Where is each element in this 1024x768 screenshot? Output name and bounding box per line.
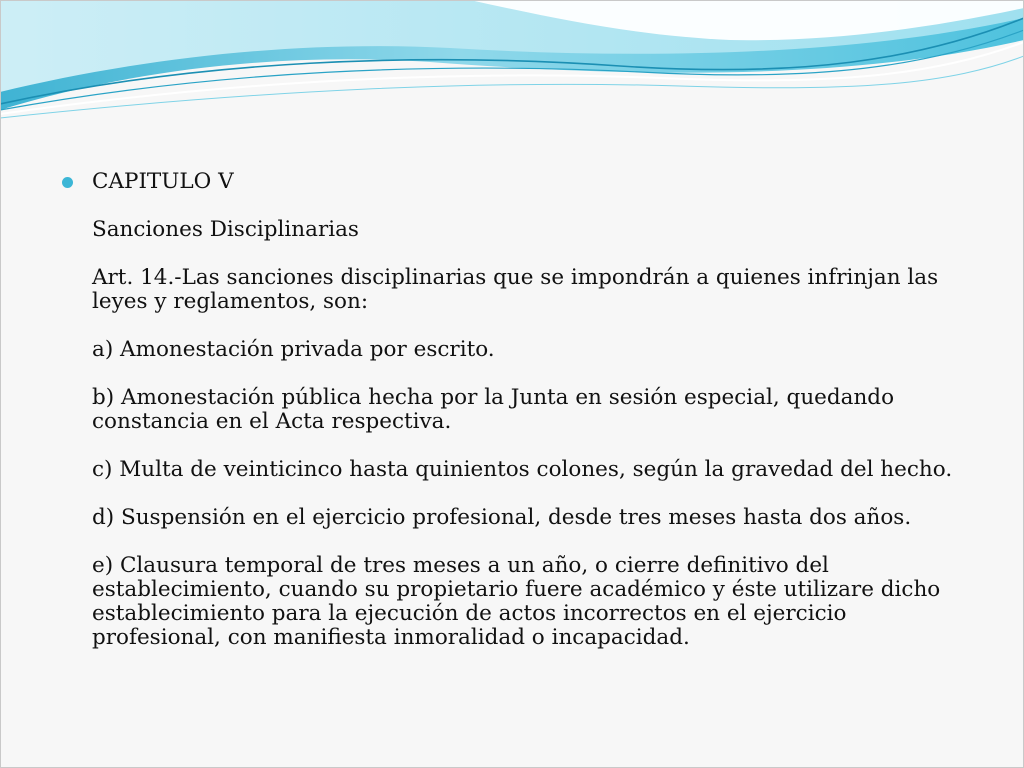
article-paragraph — [92, 266, 962, 314]
sanction-line: b) Amonestación pública hecha por la Junta en sesión especial, quedando — [92, 385, 895, 410]
wave-header-decoration — [0, 0, 1024, 120]
sanction-line: d) Suspensión en el ejercicio profesional, desde tres meses hasta dos años. — [92, 505, 912, 530]
article-line: Art. 14.-Las sanciones disciplinarias que se impondrán a quienes infrinjan las — [92, 265, 939, 290]
sanction-line: constancia en el Acta respectiva. — [92, 409, 452, 434]
sanction-item-b — [92, 386, 962, 434]
article-line: leyes y reglamentos, son: — [92, 289, 369, 314]
chapter-heading — [92, 170, 962, 194]
sanction-item-d — [92, 506, 962, 530]
sanction-item-c — [92, 458, 962, 482]
section-title: Sanciones Disciplinarias — [92, 217, 359, 242]
sanction-item-a — [92, 338, 962, 362]
slide-content — [62, 146, 962, 650]
section-heading — [92, 218, 962, 242]
sanction-line: e) Clausura temporal de tres meses a un año, o cierre definitivo del — [92, 553, 829, 578]
sanction-line: a) Amonestación privada por escrito. — [92, 337, 495, 362]
sanction-line: c) Multa de veinticinco hasta quinientos colones, según la gravedad del hecho. — [92, 457, 953, 482]
sanction-line: establecimiento, cuando su propietario fuere académico y éste utilizare dicho — [92, 577, 941, 602]
bullet-item — [62, 170, 962, 650]
sanction-line: establecimiento para la ejecución de actos incorrectos en el ejercicio — [92, 601, 847, 626]
bullet-dot-icon — [62, 177, 73, 188]
chapter-title: CAPITULO V — [92, 169, 234, 194]
sanction-item-e — [92, 554, 962, 650]
sanction-line: profesional, con manifiesta inmoralidad o incapacidad. — [92, 625, 690, 650]
